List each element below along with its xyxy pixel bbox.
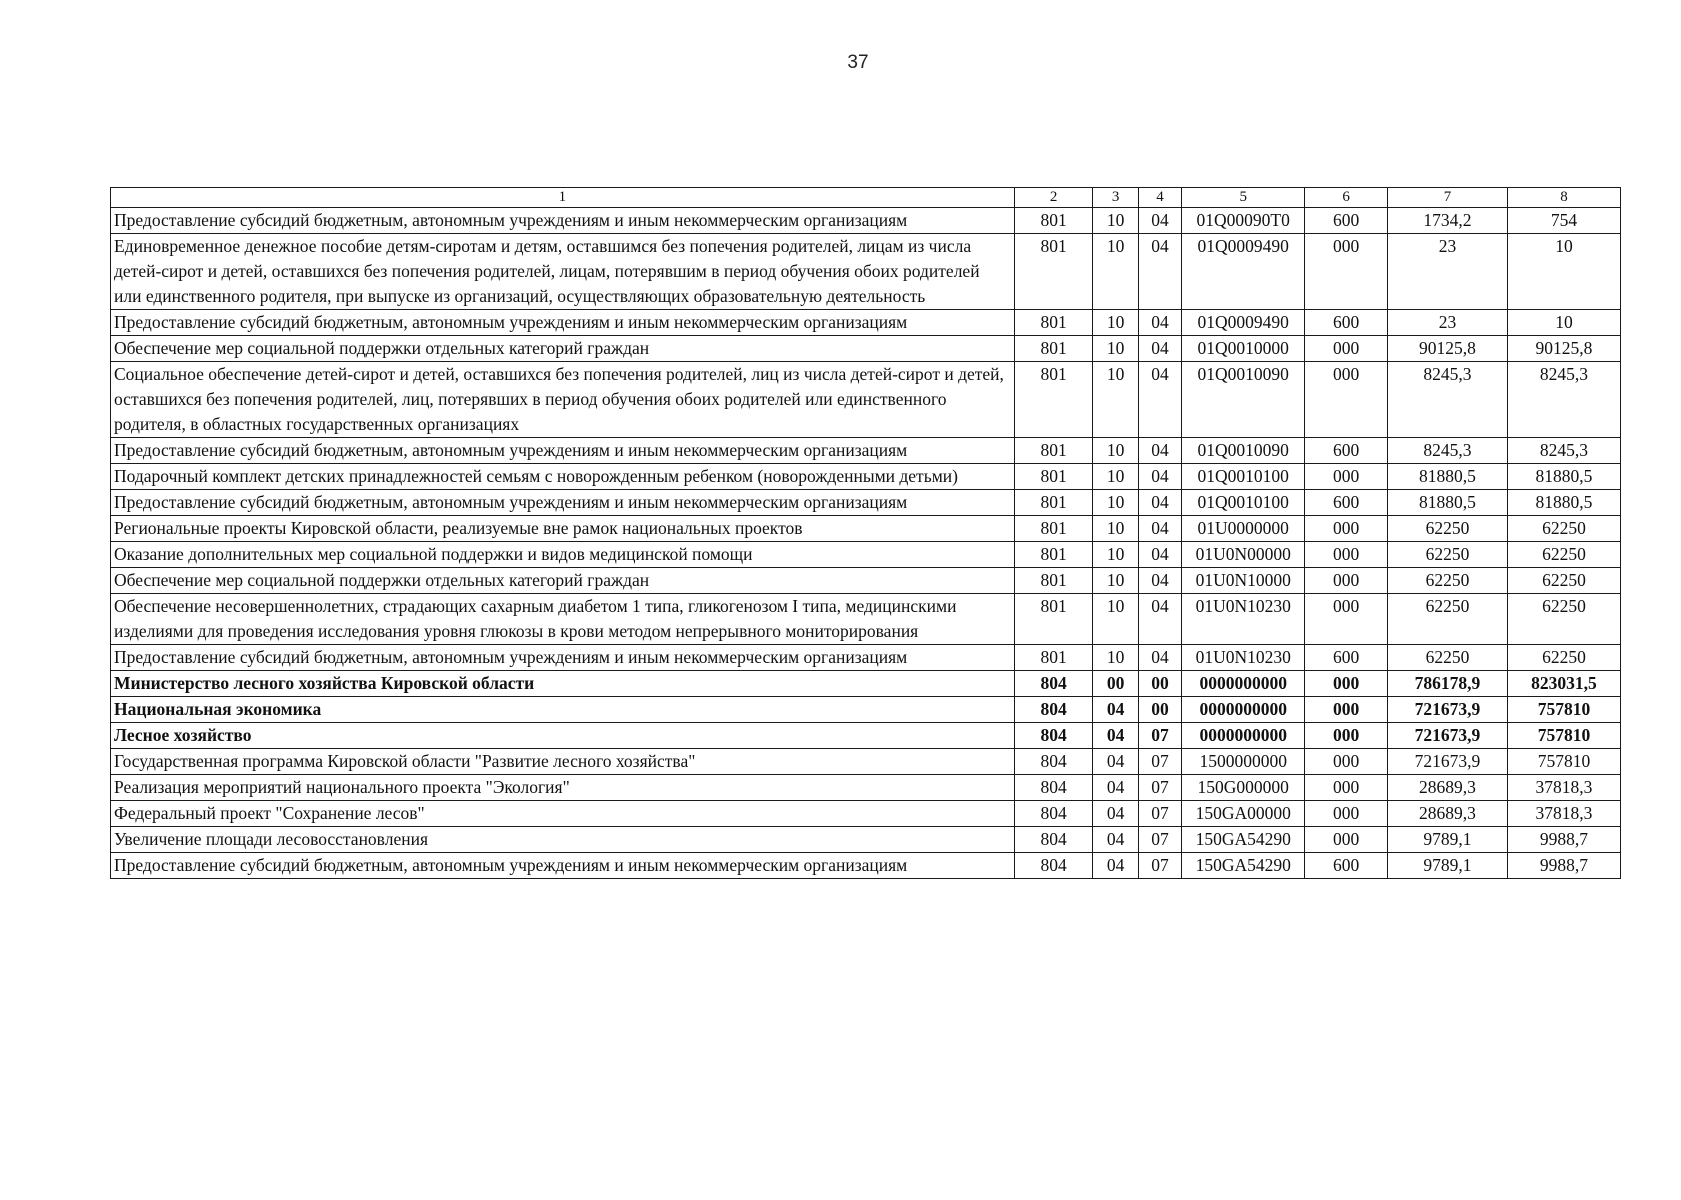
row-code-2-cell: 801 (1014, 568, 1093, 594)
row-code-6-cell: 600 (1305, 208, 1388, 234)
table-row (111, 516, 1621, 542)
row-name-cell: Государственная программа Кировской области "Развитие лесного хозяйства" (111, 749, 1015, 775)
column-header: 3 (1093, 188, 1138, 208)
page-number: 37 (847, 52, 869, 73)
row-code-2-cell: 804 (1014, 775, 1093, 801)
row-code-6-cell: 000 (1305, 827, 1388, 853)
row-code-3-cell: 10 (1093, 645, 1138, 671)
row-name-cell: Предоставление субсидий бюджетным, автономным учреждениям и иным некоммерческим организациям (111, 310, 1015, 336)
row-code-5-cell: 01Q0010100 (1182, 490, 1305, 516)
row-amount-8-cell: 9988,7 (1507, 827, 1620, 853)
row-amount-8-cell: 10 (1507, 310, 1620, 336)
row-code-5-cell: 01Q0010100 (1182, 464, 1305, 490)
row-code-5-cell: 150GA00000 (1182, 801, 1305, 827)
table-row (111, 594, 1621, 645)
row-name-cell: Предоставление субсидий бюджетным, автономным учреждениям и иным некоммерческим организациям (111, 208, 1015, 234)
row-amount-7-cell: 90125,8 (1387, 336, 1507, 362)
row-amount-8-cell: 823031,5 (1507, 671, 1620, 697)
row-code-6-cell: 600 (1305, 438, 1388, 464)
row-code-3-cell: 04 (1093, 749, 1138, 775)
row-code-5-cell: 0000000000 (1182, 671, 1305, 697)
row-amount-8-cell: 62250 (1507, 645, 1620, 671)
row-code-6-cell: 000 (1305, 671, 1388, 697)
row-code-6-cell: 000 (1305, 568, 1388, 594)
row-code-3-cell: 04 (1093, 801, 1138, 827)
table-row (111, 490, 1621, 516)
row-name-cell: Лесное хозяйство (111, 723, 1015, 749)
row-code-4-cell: 07 (1138, 801, 1181, 827)
row-code-5-cell: 01Q0010090 (1182, 362, 1305, 438)
row-code-2-cell: 804 (1014, 671, 1093, 697)
table-row (111, 362, 1621, 438)
row-amount-8-cell: 9988,7 (1507, 853, 1620, 879)
table-row (111, 438, 1621, 464)
row-name-cell: Увеличение площади лесовосстановления (111, 827, 1015, 853)
row-code-4-cell: 04 (1138, 594, 1181, 645)
row-name-cell: Подарочный комплект детских принадлежностей семьям с новорожденным ребенком (новорожденными детьми) (111, 464, 1015, 490)
row-code-2-cell: 801 (1014, 234, 1093, 310)
row-amount-8-cell: 37818,3 (1507, 801, 1620, 827)
row-code-4-cell: 07 (1138, 723, 1181, 749)
column-header: 2 (1014, 188, 1093, 208)
row-name-cell: Предоставление субсидий бюджетным, автономным учреждениям и иным некоммерческим организациям (111, 853, 1015, 879)
row-code-6-cell: 000 (1305, 697, 1388, 723)
row-code-4-cell: 07 (1138, 749, 1181, 775)
row-code-4-cell: 04 (1138, 336, 1181, 362)
row-name-cell: Министерство лесного хозяйства Кировской области (111, 671, 1015, 697)
row-code-6-cell: 000 (1305, 234, 1388, 310)
row-amount-8-cell: 37818,3 (1507, 775, 1620, 801)
row-code-2-cell: 804 (1014, 827, 1093, 853)
row-code-6-cell: 600 (1305, 490, 1388, 516)
column-header: 5 (1182, 188, 1305, 208)
row-amount-8-cell: 757810 (1507, 723, 1620, 749)
row-code-5-cell: 01U0N10230 (1182, 594, 1305, 645)
row-amount-7-cell: 23 (1387, 234, 1507, 310)
row-amount-8-cell: 62250 (1507, 516, 1620, 542)
row-code-6-cell: 000 (1305, 362, 1388, 438)
row-code-5-cell: 01U0N10230 (1182, 645, 1305, 671)
row-code-6-cell: 000 (1305, 464, 1388, 490)
row-code-2-cell: 804 (1014, 697, 1093, 723)
row-amount-8-cell: 757810 (1507, 697, 1620, 723)
row-name-cell: Предоставление субсидий бюджетным, автономным учреждениям и иным некоммерческим организациям (111, 438, 1015, 464)
row-code-2-cell: 801 (1014, 490, 1093, 516)
row-amount-7-cell: 1734,2 (1387, 208, 1507, 234)
row-code-2-cell: 804 (1014, 749, 1093, 775)
table-header-row (111, 188, 1621, 208)
row-name-cell: Обеспечение несовершеннолетних, страдающих сахарным диабетом 1 типа, гликогенозом I типа, медицинскими изделиями для проведения исследования уровня глюкозы в крови методом непрерывного мониторирования (111, 594, 1015, 645)
table-row (111, 801, 1621, 827)
row-code-2-cell: 804 (1014, 801, 1093, 827)
row-code-3-cell: 10 (1093, 594, 1138, 645)
row-code-3-cell: 10 (1093, 336, 1138, 362)
row-name-cell: Обеспечение мер социальной поддержки отдельных категорий граждан (111, 568, 1015, 594)
row-amount-8-cell: 62250 (1507, 542, 1620, 568)
row-code-2-cell: 801 (1014, 594, 1093, 645)
row-amount-7-cell: 721673,9 (1387, 749, 1507, 775)
row-code-5-cell: 150GA54290 (1182, 853, 1305, 879)
row-code-2-cell: 801 (1014, 438, 1093, 464)
row-code-6-cell: 000 (1305, 336, 1388, 362)
row-code-5-cell: 1500000000 (1182, 749, 1305, 775)
row-code-3-cell: 10 (1093, 208, 1138, 234)
row-amount-7-cell: 721673,9 (1387, 697, 1507, 723)
row-code-4-cell: 00 (1138, 697, 1181, 723)
row-code-5-cell: 01U0000000 (1182, 516, 1305, 542)
row-code-2-cell: 801 (1014, 362, 1093, 438)
row-code-2-cell: 801 (1014, 464, 1093, 490)
table-row (111, 749, 1621, 775)
row-code-4-cell: 07 (1138, 827, 1181, 853)
row-code-5-cell: 150GA54290 (1182, 827, 1305, 853)
row-name-cell: Социальное обеспечение детей-сирот и детей, оставшихся без попечения родителей, лиц из числа детей-сирот и детей, оставшихся без попечения родителей, лиц, потерявших в период обучения обоих родителей или единственного родителя, в областных государственных организациях (111, 362, 1015, 438)
row-amount-7-cell: 23 (1387, 310, 1507, 336)
row-code-2-cell: 801 (1014, 336, 1093, 362)
table-row (111, 723, 1621, 749)
row-amount-7-cell: 28689,3 (1387, 801, 1507, 827)
row-code-2-cell: 801 (1014, 645, 1093, 671)
row-name-cell: Единовременное денежное пособие детям-сиротам и детям, оставшимся без попечения родителей, лицам из числа детей-сирот и детей, оставшихся без попечения родителей, лицам, потерявшим в период обучения обоих родителей или единственного родителя, при выпуске из организаций, осуществляющих образовательную деятельность (111, 234, 1015, 310)
row-name-cell: Национальная экономика (111, 697, 1015, 723)
row-code-3-cell: 10 (1093, 310, 1138, 336)
row-code-2-cell: 801 (1014, 310, 1093, 336)
column-header: 6 (1305, 188, 1388, 208)
row-name-cell: Региональные проекты Кировской области, реализуемые вне рамок национальных проектов (111, 516, 1015, 542)
row-amount-8-cell: 757810 (1507, 749, 1620, 775)
row-name-cell: Предоставление субсидий бюджетным, автономным учреждениям и иным некоммерческим организациям (111, 490, 1015, 516)
row-amount-7-cell: 786178,9 (1387, 671, 1507, 697)
row-code-3-cell: 10 (1093, 568, 1138, 594)
row-amount-7-cell: 28689,3 (1387, 775, 1507, 801)
column-header: 4 (1138, 188, 1181, 208)
row-amount-8-cell: 90125,8 (1507, 336, 1620, 362)
row-code-4-cell: 04 (1138, 464, 1181, 490)
row-amount-7-cell: 62250 (1387, 645, 1507, 671)
row-amount-7-cell: 9789,1 (1387, 853, 1507, 879)
row-amount-7-cell: 81880,5 (1387, 490, 1507, 516)
row-code-3-cell: 10 (1093, 464, 1138, 490)
row-code-2-cell: 801 (1014, 516, 1093, 542)
row-code-5-cell: 01Q0010090 (1182, 438, 1305, 464)
row-amount-8-cell: 62250 (1507, 568, 1620, 594)
row-code-4-cell: 04 (1138, 645, 1181, 671)
row-code-6-cell: 600 (1305, 853, 1388, 879)
row-code-2-cell: 804 (1014, 723, 1093, 749)
table-row (111, 697, 1621, 723)
row-code-4-cell: 07 (1138, 853, 1181, 879)
row-code-6-cell: 000 (1305, 801, 1388, 827)
table-row (111, 208, 1621, 234)
row-code-4-cell: 04 (1138, 208, 1181, 234)
row-amount-7-cell: 62250 (1387, 542, 1507, 568)
row-code-5-cell: 01Q0009490 (1182, 234, 1305, 310)
table-row (111, 568, 1621, 594)
row-code-3-cell: 04 (1093, 775, 1138, 801)
row-amount-7-cell: 62250 (1387, 568, 1507, 594)
row-name-cell: Федеральный проект "Сохранение лесов" (111, 801, 1015, 827)
row-amount-8-cell: 81880,5 (1507, 490, 1620, 516)
row-code-5-cell: 01U0N10000 (1182, 568, 1305, 594)
table-row (111, 827, 1621, 853)
row-code-4-cell: 04 (1138, 516, 1181, 542)
row-code-3-cell: 10 (1093, 490, 1138, 516)
row-code-4-cell: 04 (1138, 310, 1181, 336)
row-code-3-cell: 04 (1093, 697, 1138, 723)
row-code-3-cell: 10 (1093, 516, 1138, 542)
table-row (111, 853, 1621, 879)
table-row (111, 336, 1621, 362)
row-code-4-cell: 04 (1138, 568, 1181, 594)
row-code-6-cell: 000 (1305, 723, 1388, 749)
table-row (111, 645, 1621, 671)
row-amount-7-cell: 8245,3 (1387, 362, 1507, 438)
table-row (111, 775, 1621, 801)
row-code-6-cell: 000 (1305, 516, 1388, 542)
row-amount-8-cell: 10 (1507, 234, 1620, 310)
row-amount-7-cell: 81880,5 (1387, 464, 1507, 490)
row-code-3-cell: 10 (1093, 234, 1138, 310)
column-header: 7 (1387, 188, 1507, 208)
row-code-6-cell: 000 (1305, 594, 1388, 645)
row-amount-7-cell: 8245,3 (1387, 438, 1507, 464)
row-code-3-cell: 04 (1093, 853, 1138, 879)
row-code-3-cell: 00 (1093, 671, 1138, 697)
table-body (111, 208, 1621, 879)
row-code-6-cell: 600 (1305, 310, 1388, 336)
row-code-5-cell: 01Q00090T0 (1182, 208, 1305, 234)
row-code-6-cell: 000 (1305, 749, 1388, 775)
row-code-3-cell: 04 (1093, 827, 1138, 853)
table-row (111, 310, 1621, 336)
row-code-3-cell: 10 (1093, 542, 1138, 568)
row-code-2-cell: 801 (1014, 208, 1093, 234)
row-code-5-cell: 0000000000 (1182, 697, 1305, 723)
row-code-4-cell: 04 (1138, 438, 1181, 464)
table-row (111, 542, 1621, 568)
row-name-cell: Оказание дополнительных мер социальной поддержки и видов медицинской помощи (111, 542, 1015, 568)
row-code-5-cell: 150G000000 (1182, 775, 1305, 801)
row-name-cell: Реализация мероприятий национального проекта "Экология" (111, 775, 1015, 801)
table-row (111, 234, 1621, 310)
row-amount-7-cell: 721673,9 (1387, 723, 1507, 749)
row-code-4-cell: 07 (1138, 775, 1181, 801)
row-amount-8-cell: 8245,3 (1507, 438, 1620, 464)
row-code-6-cell: 600 (1305, 645, 1388, 671)
row-code-3-cell: 10 (1093, 362, 1138, 438)
row-code-2-cell: 801 (1014, 542, 1093, 568)
row-amount-7-cell: 62250 (1387, 516, 1507, 542)
row-amount-8-cell: 81880,5 (1507, 464, 1620, 490)
row-amount-7-cell: 62250 (1387, 594, 1507, 645)
budget-table (110, 187, 1621, 879)
row-code-5-cell: 01Q0010000 (1182, 336, 1305, 362)
row-name-cell: Предоставление субсидий бюджетным, автономным учреждениям и иным некоммерческим организациям (111, 645, 1015, 671)
row-code-6-cell: 000 (1305, 775, 1388, 801)
column-header: 8 (1507, 188, 1620, 208)
row-code-4-cell: 04 (1138, 490, 1181, 516)
table-row (111, 671, 1621, 697)
row-code-4-cell: 04 (1138, 234, 1181, 310)
row-code-6-cell: 000 (1305, 542, 1388, 568)
row-code-3-cell: 10 (1093, 438, 1138, 464)
row-code-4-cell: 04 (1138, 542, 1181, 568)
row-code-4-cell: 04 (1138, 362, 1181, 438)
row-name-cell: Обеспечение мер социальной поддержки отдельных категорий граждан (111, 336, 1015, 362)
row-amount-8-cell: 8245,3 (1507, 362, 1620, 438)
row-amount-7-cell: 9789,1 (1387, 827, 1507, 853)
row-code-5-cell: 0000000000 (1182, 723, 1305, 749)
row-amount-8-cell: 62250 (1507, 594, 1620, 645)
column-header: 1 (111, 188, 1015, 208)
row-code-2-cell: 804 (1014, 853, 1093, 879)
row-code-5-cell: 01U0N00000 (1182, 542, 1305, 568)
row-code-4-cell: 00 (1138, 671, 1181, 697)
table-row (111, 464, 1621, 490)
row-code-3-cell: 04 (1093, 723, 1138, 749)
row-code-5-cell: 01Q0009490 (1182, 310, 1305, 336)
row-amount-8-cell: 754 (1507, 208, 1620, 234)
